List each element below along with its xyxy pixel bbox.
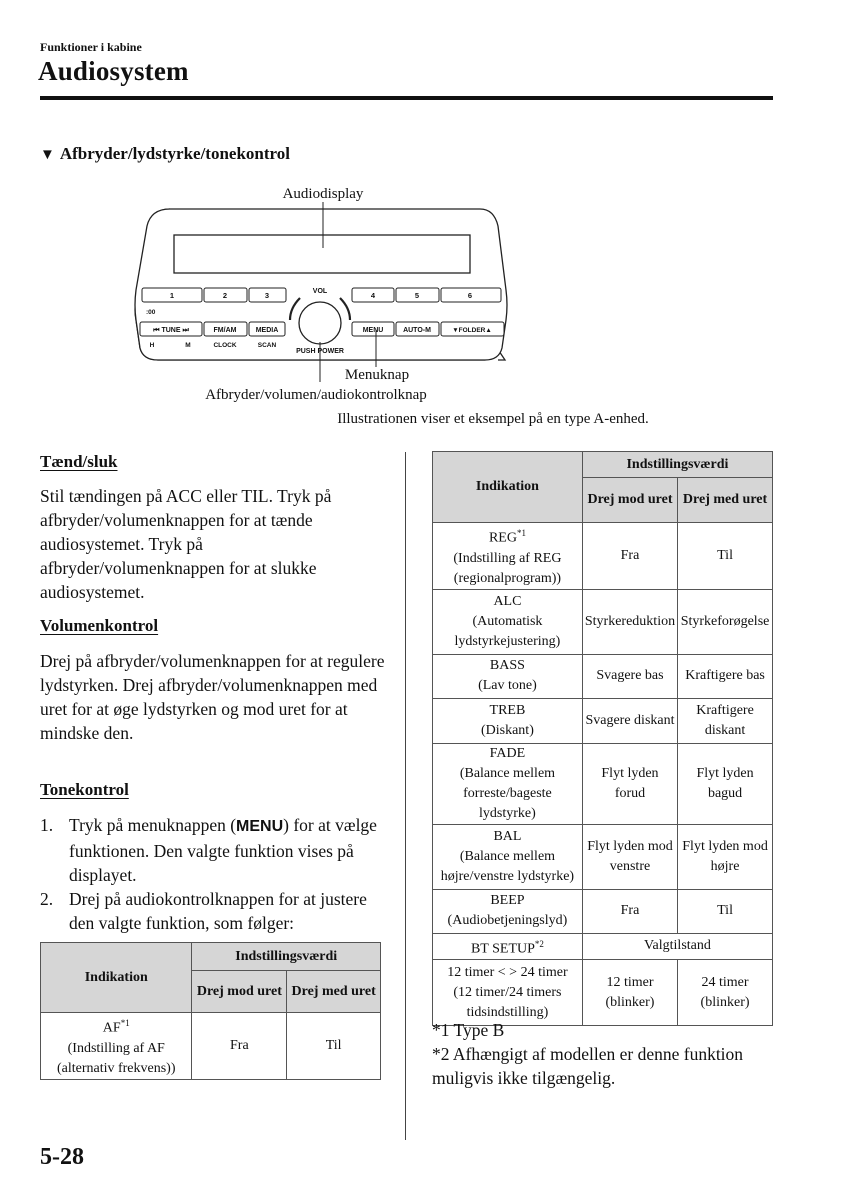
left-settings-table (40, 942, 381, 1080)
page-number: 5-28 (40, 1144, 84, 1170)
header-indikation: Indikation (41, 943, 192, 1013)
sublabel-clock: CLOCK (213, 342, 237, 349)
audiodisplay-callout: Audiodisplay (282, 186, 364, 202)
row-name: REG (488, 530, 517, 546)
step-number: 2. (40, 889, 54, 909)
preset-label-2: 2 (222, 291, 228, 300)
media-label: MEDIA (255, 327, 279, 334)
cell-ccw: Fra (192, 1013, 287, 1080)
row-name: TREB (489, 702, 526, 718)
row-name: AF (102, 1020, 121, 1036)
fm-am-label: FM/AM (213, 327, 237, 334)
row-name: BASS (489, 658, 525, 674)
paragraph-taend-sluk: Stil tændingen på ACC eller TIL. Tryk på afbryder/volumenknappen for at tænde audiosystemet. Tryk på afbryder/volumenknappen for at slukke audiosystemet. (40, 486, 332, 602)
table-row (41, 1013, 381, 1080)
row-desc: (Automatisk lydstyrkejustering) (454, 613, 561, 649)
header-divider (40, 96, 773, 100)
cell-ccw: Flyt lyden forud (582, 743, 677, 824)
row-desc: (Balance mellem højre/venstre lydstyrke) (440, 848, 575, 884)
row-desc: (Audiobetjeningslyd) (447, 913, 568, 929)
table-row (433, 654, 773, 698)
cell-cw: Kraftigere bas (678, 654, 773, 698)
triangle-marker-icon: ▼ (40, 147, 55, 163)
row-desc: (Indstilling af REG (regionalprogram)) (453, 550, 562, 586)
row-name: ALC (493, 593, 522, 609)
cell-ccw: Svagere bas (582, 654, 677, 698)
header-mod-uret: Drej mod uret (582, 478, 677, 523)
table-row (433, 523, 773, 590)
table-row (433, 743, 773, 824)
preset-label-4: 4 (370, 291, 376, 300)
row-footnote-ref: *1 (120, 1018, 130, 1028)
column-divider (405, 452, 406, 1140)
folder-label: ▼FOLDER▲ (452, 327, 492, 334)
table-row (433, 698, 773, 743)
list-item (40, 887, 385, 935)
cell-ccw: Flyt lyden mod venstre (582, 824, 677, 889)
list-item (40, 813, 385, 887)
row-footnote-ref: *2 (534, 938, 544, 949)
cell-cw: Styrkeforøgelse (678, 589, 773, 654)
preset-label-6: 6 (467, 291, 473, 300)
preset-sublabel: :00 (146, 309, 156, 316)
cell-cw: Kraftigere diskant (678, 698, 773, 743)
subheading-taend-sluk: Tænd/sluk (40, 452, 118, 471)
preset-label-1: 1 (169, 291, 175, 300)
footnotes (432, 1018, 762, 1090)
section-heading-text: Afbryder/lydstyrke/tonekontrol (59, 144, 290, 163)
subheading-tonekontrol: Tonekontrol (40, 780, 129, 799)
unit-housing-outline (135, 209, 507, 360)
cell-cw: Til (678, 889, 773, 933)
row-desc: (Lav tone) (478, 678, 537, 694)
footnote-2: *2 Afhængigt af modellen er denne funktion muligvis ikke tilgængelig. (432, 1044, 744, 1088)
cell-cw: Til (678, 523, 773, 590)
menuknap-callout: Menuknap (344, 367, 410, 383)
step1-text-start: Tryk på menuknappen ( (69, 815, 237, 835)
cell-cw: Flyt lyden mod højre (678, 824, 773, 889)
table-row (433, 933, 773, 960)
row-name: BT SETUP (470, 941, 535, 957)
row-desc: (Indstilling af AF (alternativ frekvens)) (56, 1040, 176, 1076)
section-heading (40, 144, 290, 164)
header-indstillingsvaerdi: Indstillingsværdi (192, 943, 381, 971)
row-desc: (12 timer/24 timers tidsindstilling) (453, 984, 562, 1020)
subheading-volumenkontrol: Volumenkontrol (40, 616, 159, 635)
step1-text-end: ) for at vælge funktionen. Den valgte funktion vises på displayet. (69, 815, 377, 885)
header-mod-uret: Drej mod uret (192, 971, 287, 1013)
audio-unit-illustration (130, 180, 690, 430)
row-name: BEEP (490, 893, 525, 909)
cell-ccw: Svagere diskant (582, 698, 677, 743)
sublabel-scan: SCAN (257, 342, 277, 349)
table-row (433, 824, 773, 889)
cell-value: Valgtilstand (582, 933, 772, 960)
illustration-caption: Illustrationen viser et eksempel på en type A-enhed. (337, 411, 649, 427)
cell-cw: Til (287, 1013, 381, 1080)
paragraph-volumenkontrol: Drej på afbryder/volumenknappen for at regulere lydstyrken. Drej afbryder/volumenknappen med uret for at øge lydstyrken og mod uret for at mindske den. (40, 651, 385, 743)
menu-label: MENU (362, 327, 384, 334)
cell-ccw: 12 timer (blinker) (582, 960, 677, 1026)
header-med-uret: Drej med uret (678, 478, 773, 523)
right-settings-table (432, 451, 773, 1026)
row-name: BAL (493, 828, 522, 844)
cell-ccw: Fra (582, 889, 677, 933)
page-title: Audiosystem (38, 56, 189, 86)
row-desc: (Balance mellem forreste/bageste lydstyrke) (459, 765, 556, 821)
row-desc: (Diskant) (480, 722, 534, 738)
tone-steps-list (40, 813, 385, 935)
step2-text: Drej på audiokontrolknappen for at justere den valgte funktion, som følger: (69, 889, 367, 933)
cell-ccw: Styrkereduktion (582, 589, 677, 654)
cell-ccw: Fra (582, 523, 677, 590)
cell-cw: Flyt lyden bagud (678, 743, 773, 824)
header-indikation: Indikation (433, 452, 583, 523)
menu-key-label: MENU (236, 818, 284, 835)
preset-label-5: 5 (414, 291, 420, 300)
cell-cw: 24 timer (blinker) (678, 960, 773, 1026)
table-row (433, 889, 773, 933)
vol-label: VOL (312, 288, 328, 295)
row-footnote-ref: *1 (516, 528, 526, 538)
preset-label-3: 3 (264, 291, 270, 300)
row-name: FADE (489, 745, 526, 761)
step-number: 1. (40, 815, 54, 835)
sublabel-h: H (149, 342, 155, 349)
push-power-label: PUSH POWER (296, 348, 344, 355)
row-name: 12 timer < > 24 timer (447, 964, 568, 980)
tune-label: ⏮ TUNE ⏭ (153, 327, 189, 334)
section-kicker: Funktioner i kabine (40, 40, 142, 54)
auto-m-label: AUTO-M (403, 327, 431, 334)
footnote-1: *1 Type B (432, 1020, 505, 1040)
sublabel-m: M (185, 342, 191, 349)
knob-callout: Afbryder/volumen/audiokontrolknap (205, 387, 427, 403)
table-row (433, 960, 773, 1026)
header-med-uret: Drej med uret (287, 971, 381, 1013)
table-row (433, 589, 773, 654)
header-indstillingsvaerdi: Indstillingsværdi (582, 452, 772, 478)
